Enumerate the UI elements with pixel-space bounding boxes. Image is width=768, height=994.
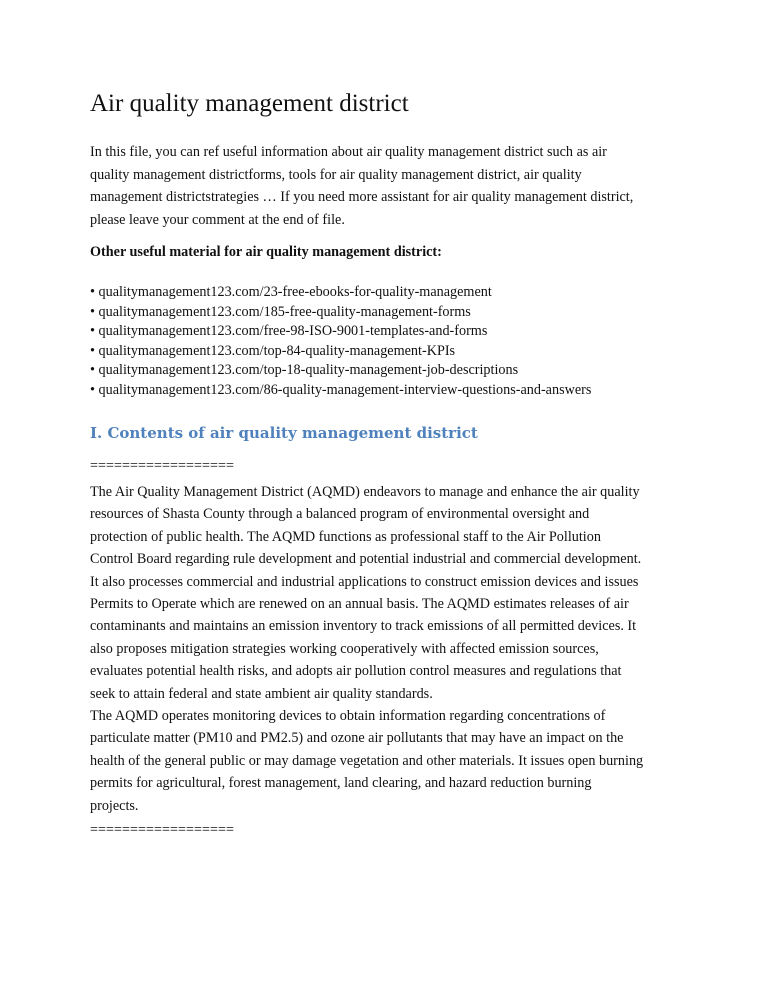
text-line: Permits to Operate which are renewed on an annual basis. The AQMD estimates releases of air	[90, 596, 629, 613]
links-list	[90, 283, 710, 401]
text-line: seek to attain federal and state ambient air quality standards.	[90, 685, 433, 702]
link-item[interactable]: • qualitymanagement123.com/185-free-quality-management-forms	[90, 303, 471, 320]
body-paragraph-1	[90, 481, 710, 705]
text-line: The AQMD operates monitoring devices to obtain information regarding concentrations of	[90, 708, 606, 724]
text-line: projects.	[90, 797, 139, 814]
text-line: contaminants and maintains an emission inventory to track emissions of all permitted devices. It	[90, 618, 637, 635]
link-item[interactable]: • qualitymanagement123.com/23-free-ebooks-for-quality-management	[90, 284, 492, 300]
separator: ==================	[90, 458, 235, 474]
text-line: health of the general public or may damage vegetation and other materials. It issues open burning	[90, 752, 644, 769]
text-line: Control Board regarding rule development and potential industrial and commercial development.	[90, 551, 642, 568]
text-line: evaluates potential health risks, and adopts air pollution control measures and regulations that	[90, 663, 622, 680]
text-line: permits for agricultural, forest management, land clearing, and hazard reduction burning	[90, 775, 592, 792]
link-item[interactable]: • qualitymanagement123.com/86-quality-management-interview-questions-and-answers	[90, 381, 592, 398]
body-paragraph-2	[90, 705, 710, 817]
text-line: protection of public health. The AQMD functions as professional staff to the Air Pollution	[90, 528, 601, 545]
text-line: particulate matter (PM10 and PM2.5) and ozone air pollutants that may have an impact on the	[90, 730, 624, 747]
link-item[interactable]: • qualitymanagement123.com/top-84-quality-management-KPIs	[90, 342, 456, 359]
text-line: also proposes mitigation strategies working cooperatively with affected emission sources,	[90, 640, 599, 657]
text-line: In this file, you can ref useful information about air quality management district such as air	[90, 144, 607, 160]
text-line: please leave your comment at the end of file.	[90, 211, 345, 228]
link-item[interactable]: • qualitymanagement123.com/free-98-ISO-9001-templates-and-forms	[90, 323, 488, 340]
text-line: The Air Quality Management District (AQMD) endeavors to manage and enhance the air quality	[90, 484, 640, 500]
separator: ==================	[90, 822, 235, 838]
text-line: quality management districtforms, tools for air quality management district, air quality	[90, 166, 582, 183]
text-line: It also processes commercial and industrial applications to construct emission devices and issues	[90, 573, 639, 590]
intro-paragraph	[90, 141, 710, 231]
other-material-heading: Other useful material for air quality management district:	[90, 244, 442, 260]
section-heading: I. Contents of air quality management district	[90, 424, 478, 442]
text-line: management districtstrategies … If you need more assistant for air quality management district,	[90, 189, 634, 206]
text-line: resources of Shasta County through a balanced program of environmental oversight and	[90, 506, 590, 523]
document-title: Air quality management district	[90, 90, 409, 117]
link-item[interactable]: • qualitymanagement123.com/top-18-quality-management-job-descriptions	[90, 362, 519, 379]
